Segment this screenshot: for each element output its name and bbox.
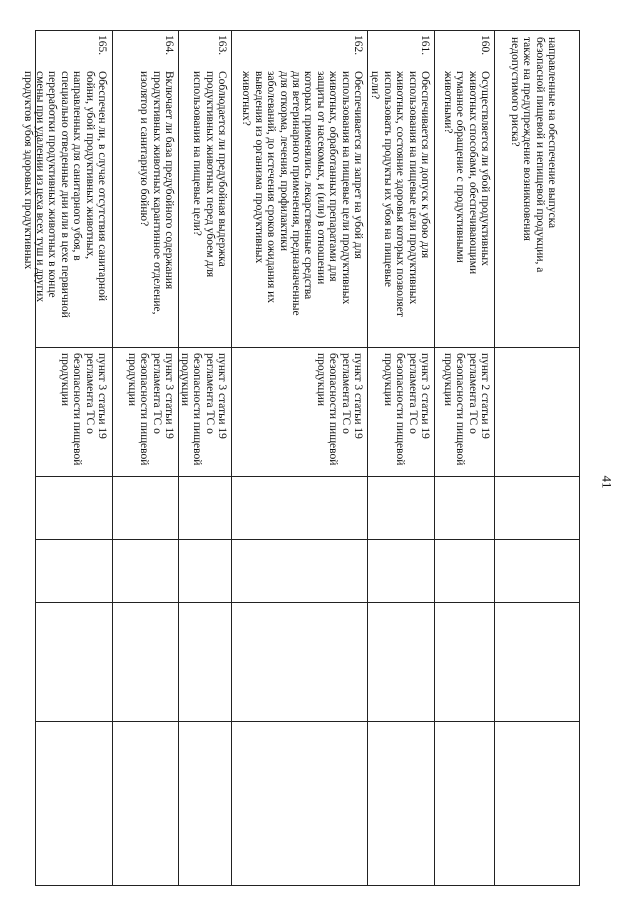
reference-line: пункт 3 статьи 19 <box>419 353 431 439</box>
question-line: бойни, убой продуктивных животных, <box>83 71 96 260</box>
question-line: защиты от насекомых, и (или) в отношении <box>314 71 327 285</box>
question-line: Осуществляется ли убой продуктивных <box>479 71 491 266</box>
row-number: 165. <box>96 35 108 56</box>
column-divider <box>36 602 579 603</box>
row-number: 163. <box>216 35 228 56</box>
reference-line: продукции <box>314 353 327 406</box>
reference-line: регламента ТС о <box>203 353 216 434</box>
question-line: для ветеринарного применения, предназначенные <box>289 71 302 316</box>
page-number: 41 <box>599 475 615 489</box>
question-line: продуктивных животных перед убоем для <box>203 71 216 278</box>
reference-line: безопасности пищевой <box>394 353 407 466</box>
table-row <box>367 31 434 885</box>
reference-line: пункт 3 статьи 19 <box>96 353 108 439</box>
row-number: 162. <box>352 35 364 56</box>
reference-line: продукции <box>125 353 138 406</box>
question-line: животных способами, обеспечивающими <box>466 71 479 275</box>
column-divider <box>36 539 579 540</box>
reference-line: пункт 2 статьи 19 <box>479 353 491 439</box>
reference-line: регламента ТС о <box>339 353 352 434</box>
reference-line: регламента ТС о <box>406 353 419 434</box>
reference-line: безопасности пищевой <box>138 353 151 466</box>
legal-reference <box>441 353 491 465</box>
requirement-question <box>240 71 364 316</box>
question-line: переработки продуктивных животных в конце <box>46 71 59 298</box>
requirement-question <box>369 71 431 317</box>
legal-reference <box>58 353 108 465</box>
table-row <box>21 31 112 885</box>
reference-line: пункт 3 статьи 19 <box>216 353 228 439</box>
question-line: гуманное обращение с продуктивными <box>454 71 467 263</box>
reference-line: безопасности пищевой <box>191 353 204 466</box>
requirement-question <box>21 71 108 318</box>
question-line: безопасной пищевой и непищевой продукции, а <box>533 37 546 273</box>
question-line: Обеспечивается ли допуск к убою для <box>419 71 431 259</box>
question-line: использовать продукты их убоя на пищевые <box>381 71 394 288</box>
reference-line: безопасности пищевой <box>71 353 84 466</box>
column-divider <box>36 721 579 722</box>
table-row <box>231 31 367 885</box>
table-row <box>434 31 494 885</box>
reference-line: регламента ТС о <box>466 353 479 434</box>
reference-line: безопасности пищевой <box>327 353 340 466</box>
question-line: животными? <box>441 71 454 134</box>
question-line: использования на пищевые цели продуктивных <box>339 71 352 305</box>
question-line: цели? <box>369 71 382 100</box>
row-number: 160. <box>479 35 491 56</box>
column-divider <box>36 347 579 348</box>
question-line: заболеваний, до истечения сроков ожидания их <box>265 71 278 304</box>
question-line: Обеспечен ли, в случае отсутствия санитарной <box>96 71 108 302</box>
legal-reference <box>381 353 431 465</box>
question-line: продуктов убоя здоровых продуктивных <box>21 71 34 270</box>
question-line: специально отведенные дни или в цехе первичной <box>58 71 71 318</box>
reference-line: пункт 3 статьи 19 <box>352 353 364 439</box>
table-row <box>494 31 561 885</box>
reference-line: регламента ТС о <box>83 353 96 434</box>
legal-reference <box>314 353 364 465</box>
question-line: выведения из организма продуктивных <box>252 71 265 264</box>
legal-reference <box>178 353 228 465</box>
question-line: использования на пищевые цели? <box>191 71 204 236</box>
row-number: 164. <box>163 35 175 56</box>
requirement-question <box>191 71 228 277</box>
requirement-question <box>508 37 558 272</box>
requirement-question <box>441 71 491 274</box>
question-line: животных, состояние здоровья которых позволяет <box>394 71 407 317</box>
requirement-question <box>138 71 175 315</box>
question-line: животных, обработанных препаратами для <box>327 71 340 282</box>
question-line: для откорма, лечения, профилактики <box>277 71 290 252</box>
question-line: продуктивных животных карантинное отделение, <box>150 71 163 315</box>
question-line: изолятор и санитарную бойню? <box>138 71 151 227</box>
reference-line: продукции <box>178 353 191 406</box>
checklist-table <box>21 30 580 886</box>
reference-line: пункт 3 статьи 19 <box>163 353 175 439</box>
question-line: направленных для санитарного убоя, в <box>71 71 84 261</box>
question-line: животных? <box>240 71 253 126</box>
question-line: Включает ли база предубойного содержания <box>163 71 175 290</box>
question-line: недопустимого риска? <box>508 37 521 147</box>
question-line: использования на пищевые цели продуктивных <box>406 71 419 305</box>
reference-line: продукции <box>58 353 71 406</box>
question-line: направленные на обеспечение выпуска <box>546 37 558 229</box>
legal-reference <box>125 353 175 465</box>
question-line: смены при удалении из цеха всех туш и других <box>33 71 46 303</box>
table-row <box>112 31 178 885</box>
row-number: 161. <box>419 35 431 56</box>
question-line: Обеспечивается ли запрет на убой для <box>352 71 364 259</box>
question-line: Соблюдается ли предубойная выдержка <box>216 71 228 267</box>
reference-line: продукции <box>441 353 454 406</box>
question-line: которых применялись лекарственные средства <box>302 71 315 300</box>
reference-line: продукции <box>381 353 394 406</box>
column-divider <box>36 476 579 477</box>
table-row <box>178 31 231 885</box>
reference-line: регламента ТС о <box>150 353 163 434</box>
question-line: также на предупреждение возникновения <box>521 37 534 241</box>
reference-line: безопасности пищевой <box>454 353 467 466</box>
